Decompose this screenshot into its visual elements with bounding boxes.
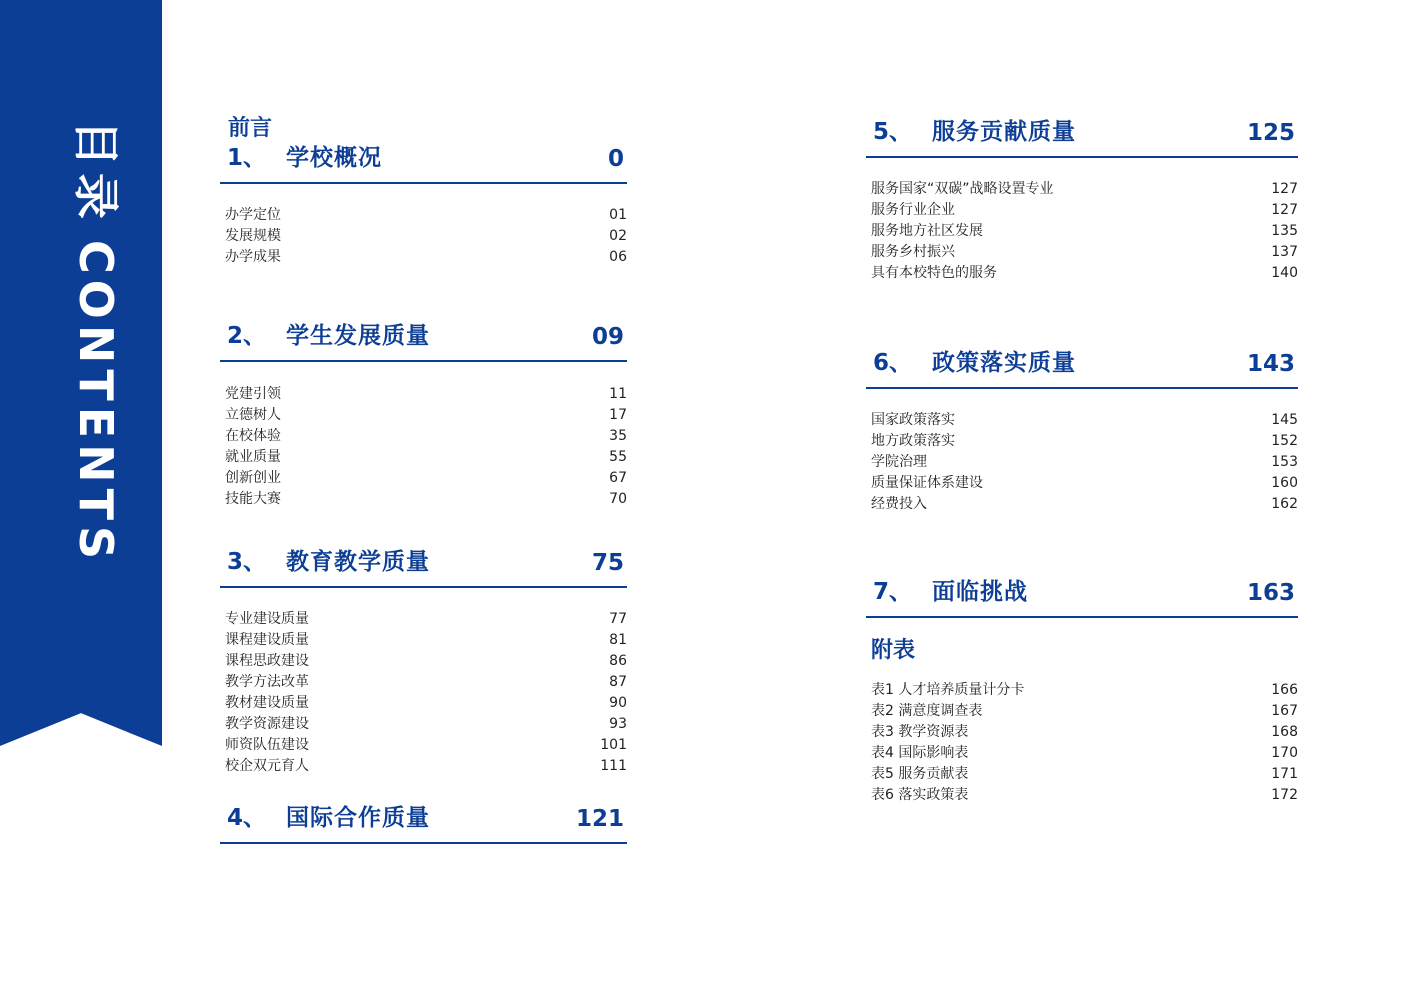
section-6-items xyxy=(866,410,1298,515)
toc-item-label: 就业质量 xyxy=(225,449,281,465)
toc-item[interactable] xyxy=(220,651,627,672)
section-number: 6、 xyxy=(873,350,913,376)
section-5-items xyxy=(866,179,1298,284)
toc-item-page: 127 xyxy=(1271,202,1298,218)
toc-item[interactable] xyxy=(220,426,627,447)
toc-item-page: 111 xyxy=(600,758,627,774)
appendix-item[interactable] xyxy=(866,785,1298,806)
toc-item-label: 发展规模 xyxy=(225,228,281,244)
section-heading-6[interactable] xyxy=(866,347,1298,389)
toc-item[interactable] xyxy=(866,473,1298,494)
section-heading-7[interactable] xyxy=(866,576,1298,618)
toc-item-page: 70 xyxy=(609,491,627,507)
appendix-item-label: 表2 满意度调查表 xyxy=(871,703,983,719)
toc-item-label: 技能大赛 xyxy=(225,491,281,507)
toc-item[interactable] xyxy=(866,410,1298,431)
appendix-item[interactable] xyxy=(866,764,1298,785)
toc-item[interactable] xyxy=(220,226,627,247)
appendix-item-page: 168 xyxy=(1271,724,1298,740)
appendix-items xyxy=(866,680,1298,806)
appendix-title[interactable]: 附表 xyxy=(871,638,916,663)
toc-item-label: 地方政策落实 xyxy=(871,433,955,449)
toc-item[interactable] xyxy=(866,200,1298,221)
appendix-item-label: 表5 服务贡献表 xyxy=(871,766,969,782)
toc-item-label: 服务地方社区发展 xyxy=(871,223,983,239)
toc-item[interactable] xyxy=(220,693,627,714)
section-page: 163 xyxy=(1246,580,1295,606)
toc-item-label: 师资队伍建设 xyxy=(225,737,309,753)
section-title: 政策落实质量 xyxy=(932,350,1076,376)
appendix-item[interactable] xyxy=(866,722,1298,743)
toc-item-label: 教学方法改革 xyxy=(225,674,309,690)
section-title: 国际合作质量 xyxy=(286,805,430,831)
toc-item[interactable] xyxy=(220,756,627,777)
toc-item-label: 经费投入 xyxy=(871,496,927,512)
toc-item[interactable] xyxy=(220,405,627,426)
toc-item[interactable] xyxy=(866,431,1298,452)
toc-item-page: 153 xyxy=(1271,454,1298,470)
toc-item-page: 01 xyxy=(609,207,627,223)
section-page: 125 xyxy=(1246,120,1295,146)
toc-item-label: 创新创业 xyxy=(225,470,281,486)
toc-item-label: 党建引领 xyxy=(225,386,281,402)
appendix-item-page: 167 xyxy=(1271,703,1298,719)
section-number: 1、 xyxy=(227,145,267,171)
toc-item-page: 81 xyxy=(609,632,627,648)
toc-item-label: 课程建设质量 xyxy=(225,632,309,648)
toc-item-label: 办学定位 xyxy=(225,207,281,223)
toc-item-page: 02 xyxy=(609,228,627,244)
section-title: 教育教学质量 xyxy=(286,549,430,575)
section-title: 学生发展质量 xyxy=(286,323,430,349)
toc-item-page: 55 xyxy=(609,449,627,465)
toc-item-label: 服务行业企业 xyxy=(871,202,955,218)
toc-item-label: 具有本校特色的服务 xyxy=(871,265,997,281)
toc-item-page: 160 xyxy=(1271,475,1298,491)
toc-item-label: 在校体验 xyxy=(225,428,281,444)
toc-item[interactable] xyxy=(220,205,627,226)
toc-item[interactable] xyxy=(220,489,627,510)
toc-item[interactable] xyxy=(220,447,627,468)
appendix-item-page: 166 xyxy=(1271,682,1298,698)
section-number: 5、 xyxy=(873,119,913,145)
toc-item-label: 服务乡村振兴 xyxy=(871,244,955,260)
appendix-item-label: 表1 人才培养质量计分卡 xyxy=(871,682,1025,698)
toc-item-page: 145 xyxy=(1271,412,1298,428)
section-page: 75 xyxy=(591,550,624,576)
section-title: 学校概况 xyxy=(286,145,382,171)
section-heading-5[interactable] xyxy=(866,116,1298,158)
section-title: 面临挑战 xyxy=(932,579,1028,605)
toc-item[interactable] xyxy=(866,494,1298,515)
toc-item-page: 35 xyxy=(609,428,627,444)
appendix-item-page: 172 xyxy=(1271,787,1298,803)
toc-item-page: 93 xyxy=(609,716,627,732)
section-heading-1[interactable] xyxy=(220,142,627,184)
section-number: 4、 xyxy=(227,805,267,831)
toc-item-page: 77 xyxy=(609,611,627,627)
toc-item[interactable] xyxy=(866,242,1298,263)
toc-item-page: 101 xyxy=(600,737,627,753)
appendix-item[interactable] xyxy=(866,743,1298,764)
toc-item-page: 127 xyxy=(1271,181,1298,197)
appendix-item-label: 表6 落实政策表 xyxy=(871,787,969,803)
section-number: 7、 xyxy=(873,579,913,605)
toc-item[interactable] xyxy=(220,609,627,630)
banner-title-cn: 目录 xyxy=(69,120,123,226)
appendix-item-page: 171 xyxy=(1271,766,1298,782)
toc-item[interactable] xyxy=(220,384,627,405)
toc-item[interactable] xyxy=(220,735,627,756)
toc-item-page: 140 xyxy=(1271,265,1298,281)
preface-link[interactable]: 前言 xyxy=(228,116,273,141)
toc-item-page: 17 xyxy=(609,407,627,423)
appendix-item-label: 表4 国际影响表 xyxy=(871,745,969,761)
toc-item-label: 质量保证体系建设 xyxy=(871,475,983,491)
appendix-item[interactable] xyxy=(866,701,1298,722)
toc-item[interactable] xyxy=(220,630,627,651)
section-number: 2、 xyxy=(227,323,267,349)
toc-item[interactable] xyxy=(220,468,627,489)
toc-item-label: 办学成果 xyxy=(225,249,281,265)
toc-item-label: 立德树人 xyxy=(225,407,281,423)
section-2-items xyxy=(220,384,627,510)
banner-title-en: CONTENTS xyxy=(69,240,123,566)
banner-title xyxy=(69,120,123,566)
toc-item-label: 专业建设质量 xyxy=(225,611,309,627)
section-page: 121 xyxy=(575,806,624,832)
appendix-item-page: 170 xyxy=(1271,745,1298,761)
toc-item[interactable] xyxy=(866,452,1298,473)
toc-item-page: 86 xyxy=(609,653,627,669)
appendix-item[interactable] xyxy=(866,680,1298,701)
toc-item-label: 课程思政建设 xyxy=(225,653,309,669)
section-3-items xyxy=(220,609,627,777)
toc-item-page: 135 xyxy=(1271,223,1298,239)
toc-item-label: 学院治理 xyxy=(871,454,927,470)
toc-item[interactable] xyxy=(220,247,627,268)
toc-item-label: 国家政策落实 xyxy=(871,412,955,428)
toc-item-page: 06 xyxy=(609,249,627,265)
toc-item-label: 教学资源建设 xyxy=(225,716,309,732)
toc-item-label: 服务国家“双碳”战略设置专业 xyxy=(871,181,1054,197)
toc-item-page: 11 xyxy=(609,386,627,402)
toc-item-label: 校企双元育人 xyxy=(225,758,309,774)
toc-item[interactable] xyxy=(866,179,1298,200)
toc-item[interactable] xyxy=(220,714,627,735)
appendix-item-label: 表3 教学资源表 xyxy=(871,724,969,740)
section-heading-4[interactable] xyxy=(220,802,627,844)
toc-item-page: 90 xyxy=(609,695,627,711)
section-page: 0 xyxy=(607,146,624,172)
toc-item[interactable] xyxy=(220,672,627,693)
toc-item-label: 教材建设质量 xyxy=(225,695,309,711)
section-page: 09 xyxy=(591,324,624,350)
section-heading-2[interactable] xyxy=(220,320,627,362)
toc-item-page: 137 xyxy=(1271,244,1298,260)
toc-item-page: 152 xyxy=(1271,433,1298,449)
toc-item-page: 87 xyxy=(609,674,627,690)
section-heading-3[interactable] xyxy=(220,546,627,588)
toc-item[interactable] xyxy=(866,221,1298,242)
section-title: 服务贡献质量 xyxy=(932,119,1076,145)
toc-item-page: 67 xyxy=(609,470,627,486)
section-1-items xyxy=(220,205,627,268)
section-page: 143 xyxy=(1246,351,1295,377)
toc-item[interactable] xyxy=(866,263,1298,284)
section-number: 3、 xyxy=(227,549,267,575)
toc-item-page: 162 xyxy=(1271,496,1298,512)
